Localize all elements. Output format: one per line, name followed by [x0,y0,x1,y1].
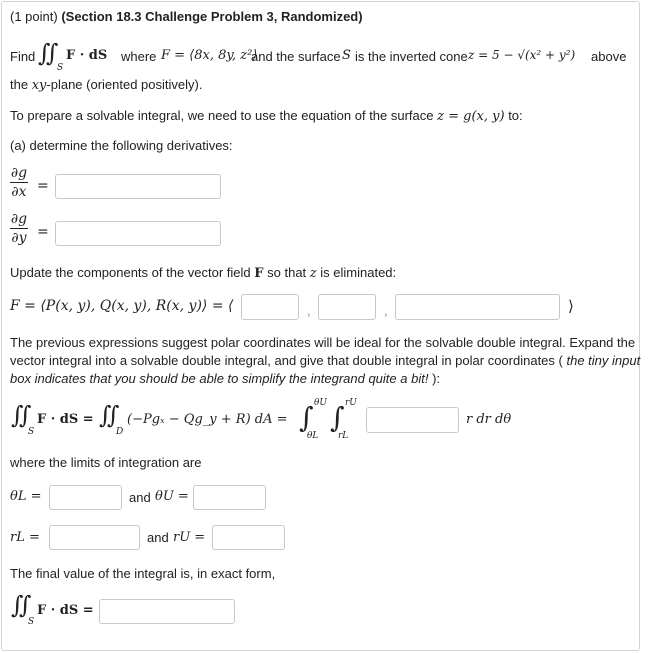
prep-equation: z = g(x, y) [437,109,505,124]
outer-integral-symbol: ∫ [299,401,314,434]
cone-label: is the inverted cone [355,49,468,64]
theta-upper-limit: θU [314,398,328,408]
cone-equation: z = 5 − √(x² + y²) [468,48,576,62]
middle-integrand: (−Pgₓ − Qg_y + R) dA = [127,412,288,427]
lhs-fds: F · dS = [37,412,94,427]
update-text-after: is eliminated: [320,265,397,280]
theta-lower-limit: θL [307,431,319,441]
problem-header [10,9,363,24]
r-u-label: rU = [173,530,206,545]
dg-dx-fraction [10,165,28,200]
update-text-before: Update the components of the vector field [10,265,251,280]
plane-xy: xy [31,78,47,93]
plane-line [10,77,202,93]
p-component-input[interactable] [241,294,299,320]
surface-label: and the surface [251,49,341,64]
dg-dx-equals: = [37,178,49,194]
theta-u-label: θU = [155,489,189,504]
dg-dy-equals: = [37,224,49,240]
integrand-fds: F · dS [66,48,108,63]
polar-line-3 [10,371,440,386]
double-integral-symbol: ∬ [38,39,59,67]
and-label-2: and [147,530,169,545]
part-a-label: (a) determine the following derivatives: [10,138,233,153]
dg-dy-fraction [10,211,28,246]
polar-line-2-italic: the tiny input [566,353,641,368]
integral-subscript-s: S [57,63,64,73]
lhs-double-integral: ∬ [11,401,32,429]
r-u-input[interactable] [212,525,285,550]
prep-to: to: [508,108,523,123]
above-label: above [591,49,627,64]
points-label: (1 point) [10,9,58,24]
dg-dy-numerator: ∂g [10,211,28,227]
update-field: F [254,266,264,281]
r-upper-limit: rU [345,398,357,408]
plane-rest: -plane (oriented positively). [46,77,203,92]
problem-title: (Section 18.3 Challenge Problem 3, Randomized) [61,9,363,24]
r-l-label: rL = [10,530,40,545]
comma-1: , [307,303,311,318]
middle-subscript-d: D [116,427,124,437]
where-label: where [121,49,157,64]
polar-integrand-input[interactable] [366,407,459,433]
field-components-expr: F = ⟨P(x, y), Q(x, y), R(x, y)⟩ = ⟨ [10,298,234,314]
dg-dx-input[interactable] [55,174,221,199]
plane-the: the [10,77,29,92]
r-component-input[interactable] [395,294,560,320]
final-value-input[interactable] [99,599,235,624]
r-l-input[interactable] [49,525,140,550]
update-var: z [309,266,317,281]
field-definition: F = ⟨8x, 8y, z²⟩ [161,48,258,63]
final-subscript-s: S [28,617,35,627]
find-label: Find [10,49,36,64]
polar-line-3-end: ): [432,371,441,386]
update-text-middle: so that [267,265,307,280]
prep-text: To prepare a solvable integral, we need to use the equation of the surface [10,108,434,123]
dg-dy-denominator: ∂y [11,230,27,246]
surface-var: S [342,48,351,63]
prep-line [10,108,523,124]
inner-integral-symbol: ∫ [330,401,345,434]
polar-line-1: The previous expressions suggest polar coordinates will be ideal for the solvable double integral. Expand the [10,335,636,350]
dg-dx-numerator: ∂g [10,165,28,181]
update-line [10,265,396,281]
dg-dy-input[interactable] [55,221,221,246]
q-component-input[interactable] [318,294,376,320]
polar-line-2 [10,353,640,368]
comma-2: , [384,303,388,318]
polar-line-2-text: vector integral into a solvable double integral, and give that double integral in polar coordinates ( [10,353,563,368]
limits-label: where the limits of integration are [10,455,202,470]
dg-dx-denominator: ∂x [11,184,27,200]
theta-l-input[interactable] [49,485,122,510]
lhs-subscript-s: S [28,427,35,437]
problem-card [1,1,640,651]
close-bracket: ⟩ [568,297,574,315]
theta-u-input[interactable] [193,485,266,510]
r-lower-limit: rL [338,431,349,441]
final-fds: F · dS = [37,603,94,618]
polar-line-3-italic: box indicates that you should be able to simplify the integrand quite a bit! [10,371,429,386]
theta-l-label: θL = [10,489,42,504]
middle-double-integral: ∬ [99,401,120,429]
final-label: The final value of the integral is, in exact form, [10,566,276,581]
and-label-1: and [129,490,151,505]
final-double-integral: ∬ [11,591,32,619]
r-dr-dtheta: r dr dθ [466,412,512,427]
